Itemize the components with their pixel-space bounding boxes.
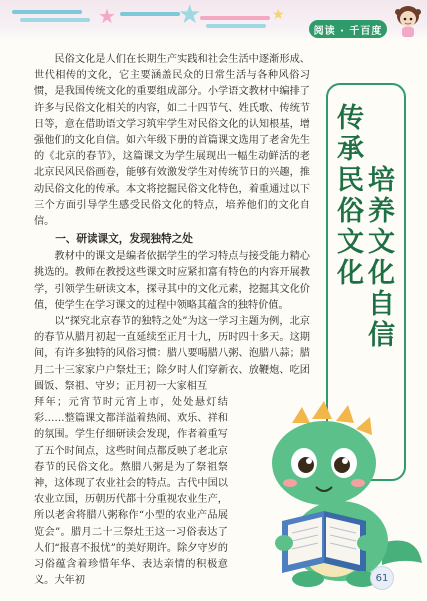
title-char: 俗 xyxy=(337,196,364,227)
title-char: 传 xyxy=(337,103,364,134)
title-char: 自 xyxy=(368,289,395,320)
wave-line xyxy=(120,12,180,16)
mascot-girl-icon xyxy=(394,4,422,38)
title-char: 信 xyxy=(368,320,395,351)
star-icon: ★ xyxy=(178,0,202,30)
page-number: 61 xyxy=(370,566,394,590)
title-char: 文 xyxy=(368,227,395,258)
section-heading: 一、研读课文，发现独特之处 xyxy=(55,233,193,246)
title-char: 文 xyxy=(337,227,364,258)
title-char: 化 xyxy=(337,258,364,289)
wave-line xyxy=(12,10,82,14)
paragraph-2: 教材中的课文是编者依据学生的学习特点与接受能力精心挑选的。教师在教授这些课文时应紧扣富有特色的内容开展教学，引领学生研读文本，探寻其中的文化元素，挖掘其文化价值，使学生在学习课文的过程中领略其蕴含的独特价值。 xyxy=(34,251,310,311)
title-char: 民 xyxy=(337,165,364,196)
title-char: 培 xyxy=(368,165,395,196)
reading-dinosaur-illustration xyxy=(232,393,427,588)
paragraph-3-continued: 拜年；元宵节时元宵上市，处处悬灯结彩……整篇课文都洋溢着热闹、欢乐、祥和的氛围。学生仔细研读会发现，作者着重写了五个时间点，这些时间点都反映了老北京春节的民俗文化。熬腊八粥是为了祭祖祭神，这体现了农业社会的特点。古代中国以农业立国，历朝历代都十分重视农业生产，所以老舍将腊八粥称作“小型的农业产品展览会”。腊月二十三祭灶王这一习俗表达了人们“报喜不报忧”的美好期许。除夕守岁的习俗蕴含着珍惜年华、表达亲情的积极意义。大年初 xyxy=(34,397,228,587)
title-char: 化 xyxy=(368,258,395,289)
wave-line xyxy=(20,18,90,22)
star-icon: ★ xyxy=(98,4,116,28)
section-badge: 阅读 · 千百度 xyxy=(309,20,387,38)
wave-line xyxy=(200,16,270,20)
wave-line xyxy=(206,24,266,28)
title-char: 养 xyxy=(368,196,395,227)
star-icon: ★ xyxy=(272,7,285,23)
title-char: 承 xyxy=(337,134,364,165)
paragraph-intro: 民俗文化是人们在长期生产实践和社会生活中逐渐形成、世代相传的文化，它主要涵盖民众的日常生活与各种风俗习惯，是我国传统文化的重要组成部分。小学语文教材中编排了许多与民俗文化相关的内容，如二十四节气、姓氏歌、传统节日等，意在借助语文学习筑牢学生对民俗文化的认知根基，增强他们的文化自信。如六年级下册的首篇课文选用了老舍先生的《北京的春节》，这篇课文为学生展现出一幅生动鲜活的老北京民风民俗画卷，能够有效激发学生对传统节日的兴趣，推动民俗文化的传承。本文将挖掘民俗文化特色，着重通过以下三个方面引导学生感受民俗文化的特点，培养他们的文化自信。 xyxy=(34,54,310,228)
paragraph-3: 以“探究北京春节的独特之处”为这一学习主题为例，北京的春节从腊月初起一直延续至正月十九，历时四十多天。这期间，有许多独特的风俗习惯：腊八要喝腊八粥、泡腊八蒜；腊月二十三家家户户祭灶王；除夕时人们穿新衣、放鞭炮、吃团圆饭、祭祖、守岁；正月初一大家相互 xyxy=(34,316,310,392)
